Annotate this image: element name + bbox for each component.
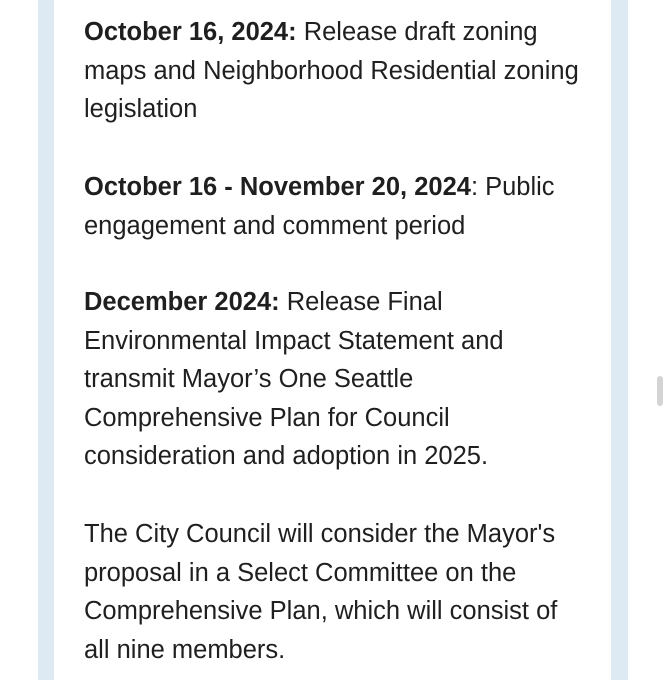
timeline-item-final-eis <box>84 283 584 476</box>
timeline-description: : Public engagement and comment period <box>84 173 555 240</box>
timeline-date: October 16 - November 20, 2024 <box>84 173 471 201</box>
timeline-date: December 2024: <box>84 288 280 316</box>
timeline-item-public-engagement <box>84 168 584 245</box>
timeline-item-zoning-maps <box>84 13 584 129</box>
timeline-description: Release draft zoning maps and Neighborhood Residential zoning legislation <box>84 18 579 123</box>
timeline-date: October 16, 2024: <box>84 18 297 46</box>
scrollbar-thumb[interactable] <box>657 376 663 406</box>
council-paragraph: The City Council will consider the Mayor's proposal in a Select Committee on the Comprehensive Plan, which will consist of all nine members. <box>84 520 558 664</box>
timeline-description: Release Final Environmental Impact Statement and transmit Mayor’s One Seattle Comprehensive Plan for Council consideration and adoption in 2025. <box>84 288 504 470</box>
